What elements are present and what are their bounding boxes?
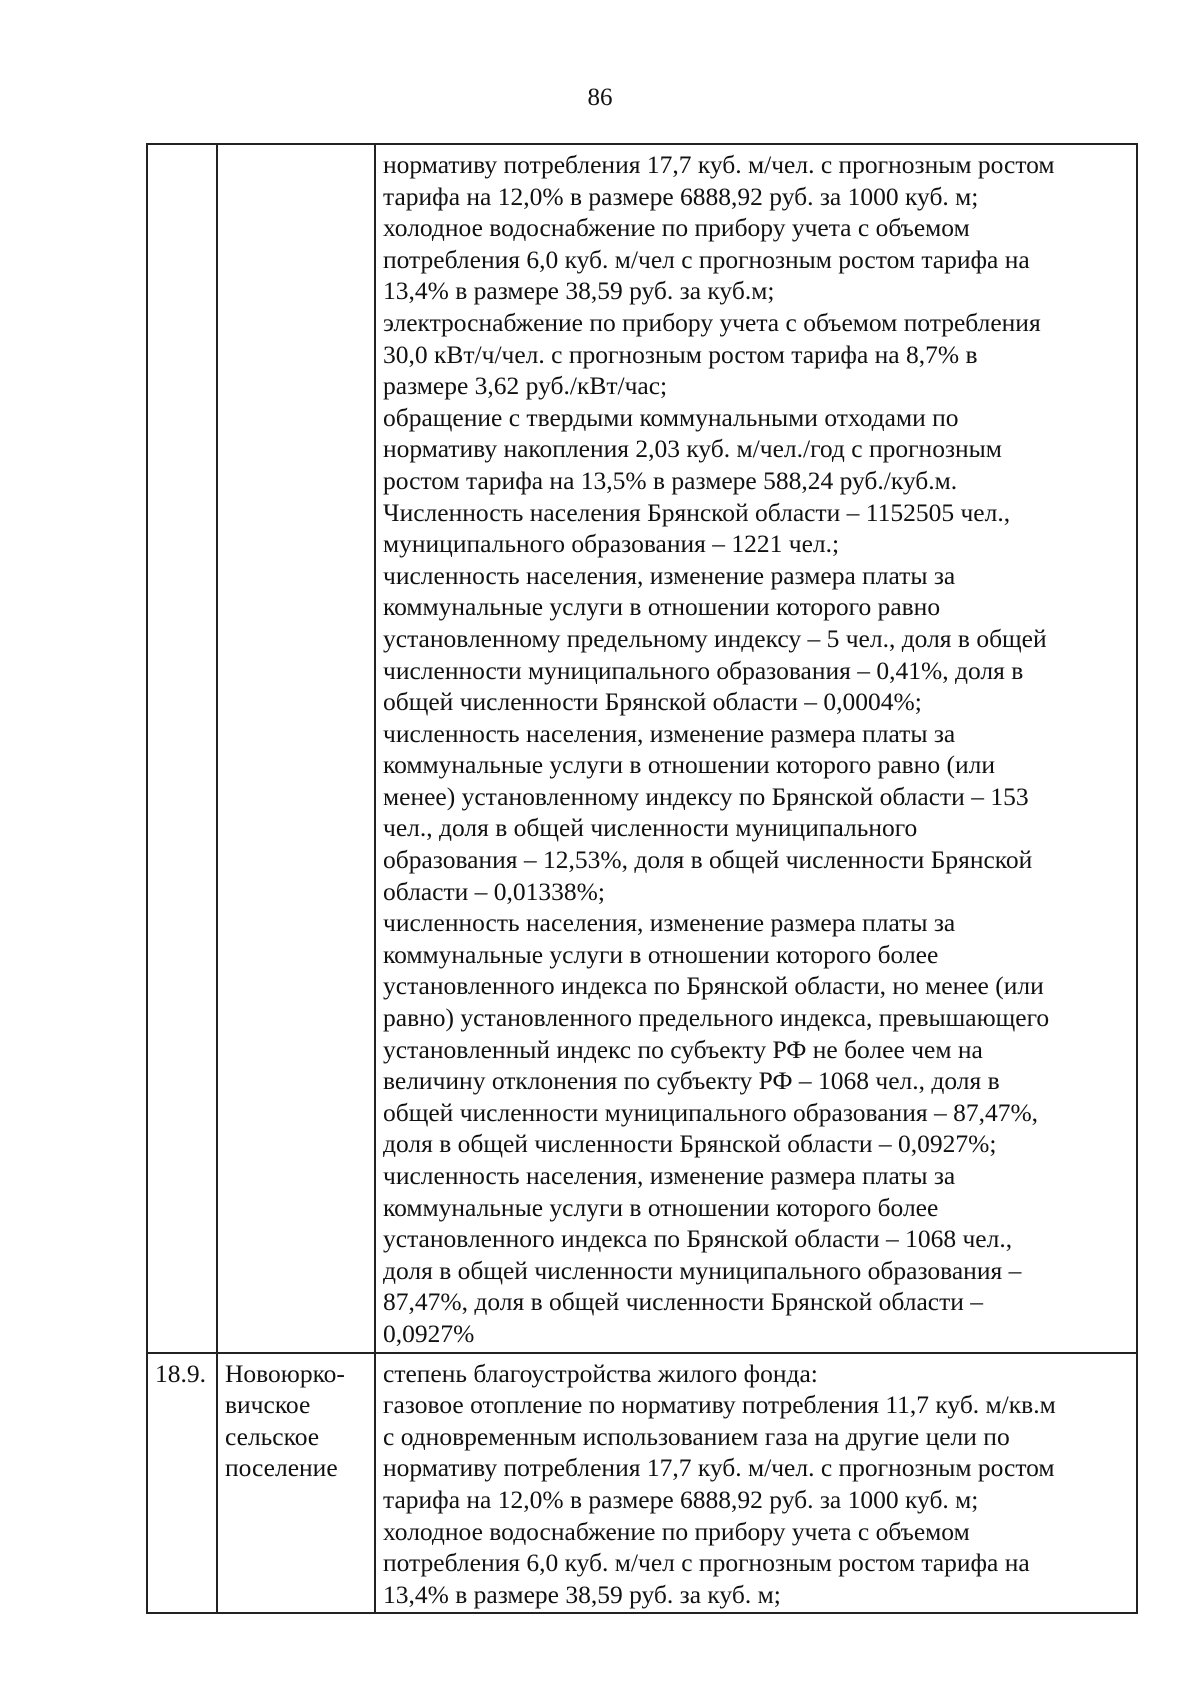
tariff-table — [146, 143, 1138, 1614]
text-line: общей численности Брянской области – 0,0004%; — [383, 687, 922, 717]
text-line: установленному предельному индексу – 5 чел., доля в общей — [383, 623, 1047, 653]
text-line: коммунальные услуги в отношении которого более — [383, 939, 939, 969]
text-line: численность населения, изменение размера платы за — [383, 908, 956, 938]
text-line: образования – 12,53%, доля в общей численности Брянской — [383, 845, 1033, 875]
text-line: области – 0,01338%; — [383, 876, 605, 906]
row-number-cell — [147, 144, 217, 1353]
text-line: менее) установленному индексу по Брянской области – 153 — [383, 781, 1029, 811]
text-line: сельское — [225, 1421, 320, 1451]
text-line: 13,4% в размере 38,59 руб. за куб.м; — [383, 276, 775, 306]
text-line: 0,0927% — [383, 1318, 475, 1348]
text-line: коммунальные услуги в отношении которого более — [383, 1192, 939, 1222]
text-line: потребления 6,0 куб. м/чел с прогнозным ростом тарифа на — [383, 244, 1030, 274]
text-line: общей численности муниципального образования – 87,47%, — [383, 1097, 1039, 1127]
text-line: тарифа на 12,0% в размере 6888,92 руб. за 1000 куб. м; — [383, 181, 979, 211]
description-cell — [375, 1353, 1137, 1614]
text-line: муниципального образования – 1221 чел.; — [383, 529, 840, 559]
text-line: коммунальные услуги в отношении которого равно — [383, 592, 941, 622]
table-row — [147, 1353, 1137, 1614]
text-line: численность населения, изменение размера платы за — [383, 718, 956, 748]
text-line: 13,4% в размере 38,59 руб. за куб. м; — [383, 1579, 781, 1609]
text-line: установленный индекс по субъекту РФ не более чем на — [383, 1034, 983, 1064]
description-cell — [375, 144, 1137, 1353]
row-number-cell: 18.9. — [147, 1353, 217, 1614]
text-line: с одновременным использованием газа на другие цели по — [383, 1421, 1010, 1451]
text-line: установленного индекса по Брянской области, но менее (или — [383, 971, 1044, 1001]
text-line: обращение с твердыми коммунальными отходами по — [383, 402, 959, 432]
text-line: нормативу накопления 2,03 куб. м/чел./год с прогнозным — [383, 434, 1002, 464]
text-line: газовое отопление по нормативу потребления 11,7 куб. м/кв.м — [383, 1390, 1056, 1420]
text-line: величину отклонения по субъекту РФ – 1068 чел., доля в — [383, 1066, 1000, 1096]
text-line: поселение — [225, 1453, 338, 1483]
text-line: нормативу потребления 17,7 куб. м/чел. с прогнозным ростом — [383, 1453, 1055, 1483]
text-line: установленного индекса по Брянской области – 1068 чел., — [383, 1224, 1013, 1254]
text-line: 30,0 кВт/ч/чел. с прогнозным ростом тарифа на 8,7% в — [383, 339, 978, 369]
text-line: 87,47%, доля в общей численности Брянской области – — [383, 1287, 984, 1317]
text-line: нормативу потребления 17,7 куб. м/чел. с прогнозным ростом — [383, 150, 1055, 179]
text-line: потребления 6,0 куб. м/чел с прогнозным ростом тарифа на — [383, 1548, 1030, 1578]
text-line: Численность населения Брянской области – 1152505 чел., — [383, 497, 1011, 527]
text-line: численность населения, изменение размера платы за — [383, 1161, 956, 1190]
page-number: 86 — [587, 84, 613, 111]
text-line: размере 3,62 руб./кВт/час; — [383, 371, 668, 401]
settlement-name-cell — [217, 1353, 375, 1614]
text-line: численность населения, изменение размера платы за — [383, 560, 956, 590]
text-line: тарифа на 12,0% в размере 6888,92 руб. за 1000 куб. м; — [383, 1484, 979, 1514]
text-line: равно) установленного предельного индекса, превышающего — [383, 1003, 1050, 1033]
text-line: Новоюрко- — [225, 1358, 345, 1388]
text-line: электроснабжение по прибору учета с объемом потребления — [383, 307, 1041, 337]
text-line: доля в общей численности муниципального образования – — [383, 1255, 1022, 1285]
text-line: вичское — [225, 1390, 311, 1420]
table-row — [147, 144, 1137, 1353]
text-line: ростом тарифа на 13,5% в размере 588,24 руб./куб.м. — [383, 465, 958, 495]
text-line: степень благоустройства жилого фонда: — [383, 1358, 818, 1388]
text-line: численности муниципального образования – 0,41%, доля в — [383, 655, 1024, 685]
text-line: холодное водоснабжение по прибору учета с объемом — [383, 1516, 970, 1546]
settlement-name-cell — [217, 144, 375, 1353]
text-line: доля в общей численности Брянской области – 0,0927%; — [383, 1129, 997, 1159]
text-line: холодное водоснабжение по прибору учета с объемом — [383, 213, 970, 243]
text-line: чел., доля в общей численности муниципального — [383, 813, 918, 843]
text-line: коммунальные услуги в отношении которого равно (или — [383, 750, 995, 780]
